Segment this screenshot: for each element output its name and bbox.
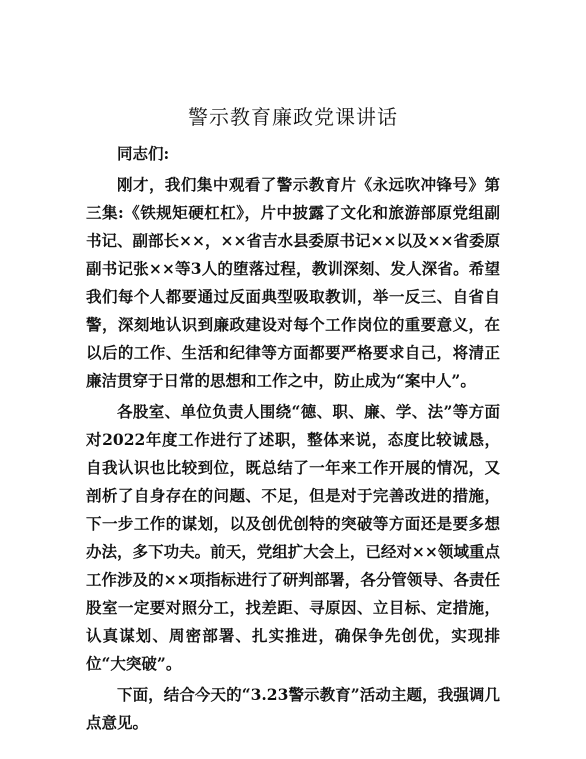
paragraph-3: 下面，结合今天的“3.23警示教育”活动主题，我强调几点意见。 <box>86 685 500 732</box>
document-body <box>86 140 500 737</box>
salutation: 同志们: <box>117 144 170 163</box>
document-title: 警示教育廉政党课讲话 <box>188 105 398 129</box>
paragraph-2: 各股室、单位负责人围绕“德、职、廉、学、法”等方面对2022年度工作进行了述职，整体来说，态度比较诚恳，自我认识也比较到位，既总结了一年来工作开展的情况，又剖析了自身存在的问题、不足，但是对于完善改进的措施，下一步工作的谋划，以及创优创特的突破等方面还是要多想办法，多下功夫。前天，党组扩大会上，已经对××领域重点工作涉及的××项指标进行了研判部署，各分管领导、各责任股室一定要对照分工，找差距、寻原因、立目标、定措施，认真谋划、周密部署、扎实推进，确保争先创优，实现排位“大突破”。 <box>86 402 500 673</box>
paragraph-1: 刚才，我们集中观看了警示教育片《永远吹冲锋号》第三集:《铁规矩硬杠杠》，片中披露了文化和旅游部原党组副书记、副部长××，××省吉水县委原书记××以及××省委原副书记张××等3人的堕落过程，教训深刻、发人深省。希望我们每个人都要通过反面典型吸取教训，举一反三、自省自警，深刻地认识到廉政建设对每个工作岗位的重要意义，在以后的工作、生活和纪律等方面都要严格要求自己，将清正廉洁贯穿于日常的思想和工作之中，防止成为“案中人”。 <box>86 175 500 390</box>
